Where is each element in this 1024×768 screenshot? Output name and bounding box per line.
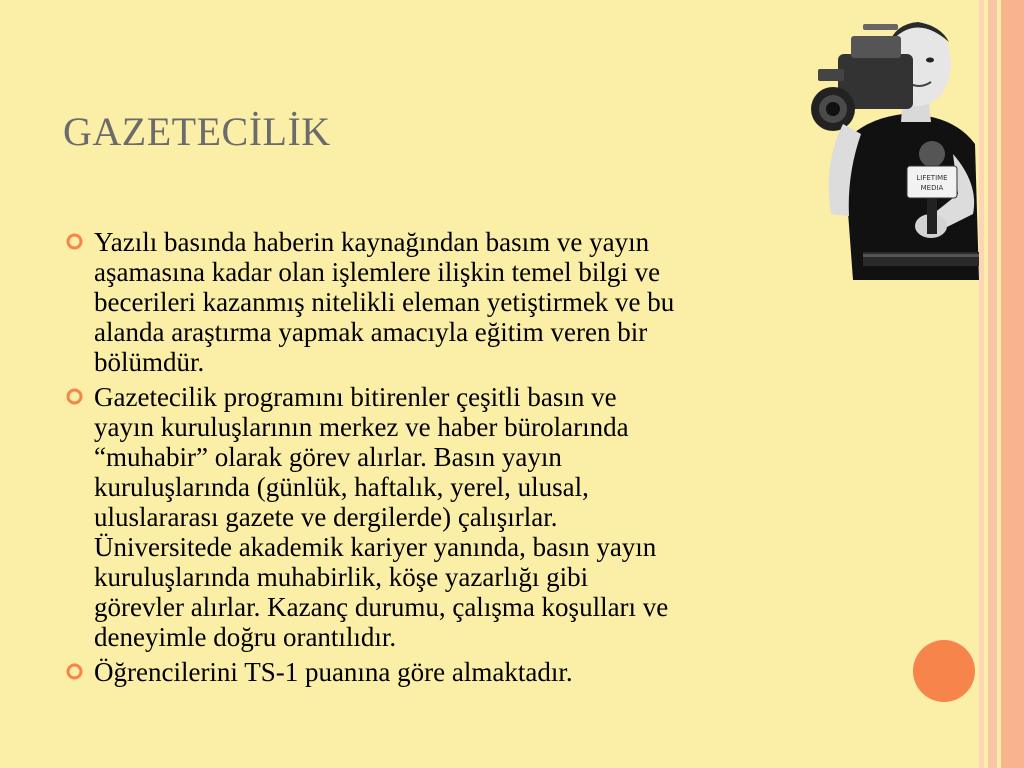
- bullet-text-line: kuruluşlarında (günlük, haftalık, yerel, ulusal,: [94, 472, 589, 502]
- cameraman-with-microphone-photo-icon: [803, 14, 979, 280]
- bullet-icon: [66, 663, 83, 680]
- cameraman-photo: [803, 14, 979, 280]
- bullet-list: [66, 227, 866, 692]
- edge-stripe: [1001, 0, 1024, 768]
- bullet-text-line: kuruluşlarında muhabirlik, köşe yazarlığı gibi: [94, 562, 589, 592]
- bullet-text-line: bölümdür.: [94, 347, 205, 377]
- bullet-text-line: Öğrencilerini TS-1 puanına göre almaktadır.: [94, 657, 573, 687]
- bullet-text-line: deneyimle doğru orantılıdır.: [94, 622, 397, 652]
- edge-stripe: [988, 0, 997, 768]
- bullet-text-line: becerileri kazanmış nitelikli eleman yetiştirmek ve bu: [94, 287, 675, 317]
- bullet-text-line: Gazetecilik programını bitirenler çeşitli basın ve: [94, 382, 617, 412]
- bullet-item: [66, 227, 866, 377]
- bullet-icon: [66, 233, 83, 250]
- bullet-text-line: aşamasına kadar olan işlemlere ilişkin temel bilgi ve: [94, 257, 661, 287]
- bullet-item: [66, 382, 866, 652]
- bullet-text-line: Üniversitede akademik kariyer yanında, basın yayın: [94, 532, 657, 562]
- bullet-text-line: “muhabir” olarak görev alırlar. Basın yayın: [94, 442, 562, 472]
- decorative-circle: [913, 640, 975, 702]
- bullet-text-line: görevler alırlar. Kazanç durumu, çalışma koşulları ve: [94, 592, 669, 622]
- mic-label: LIFETIME: [916, 174, 948, 182]
- bullet-text-line: Yazılı basında haberin kaynağından basım ve yayın: [94, 227, 650, 257]
- mic-label: MEDIA: [920, 184, 944, 192]
- bullet-item: [66, 657, 866, 687]
- bullet-icon: [66, 388, 83, 405]
- slide-title: GAZETECİLİK: [63, 109, 331, 154]
- bullet-text-line: uluslararası gazete ve dergilerde) çalışırlar.: [94, 502, 558, 532]
- bullet-text-line: alanda araştırma yapmak amacıyla eğitim veren bir: [94, 317, 648, 347]
- bullet-text-line: yayın kuruluşlarının merkez ve haber bürolarında: [94, 412, 629, 442]
